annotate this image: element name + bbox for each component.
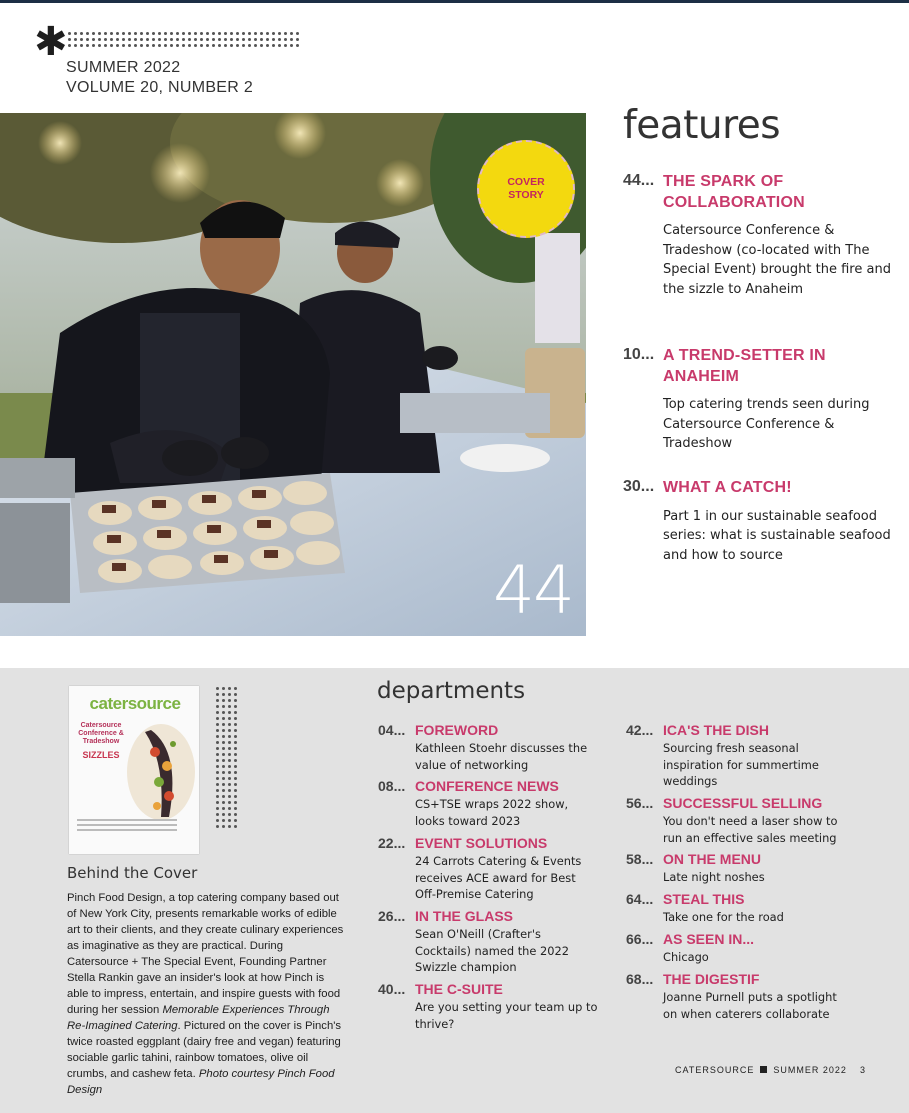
dot	[216, 765, 219, 768]
department-desc: Chicago	[663, 950, 709, 964]
dot	[222, 765, 225, 768]
top-rule	[0, 0, 909, 3]
dot	[80, 32, 83, 35]
dot	[218, 38, 221, 41]
dot	[68, 32, 71, 35]
dot	[234, 777, 237, 780]
photo-page-number: 44	[493, 552, 573, 629]
dot	[234, 819, 237, 822]
department-desc: Are you setting your team up to thrive?	[415, 1000, 598, 1031]
dot	[152, 32, 155, 35]
dot	[188, 32, 191, 35]
dot	[236, 32, 239, 35]
department-desc: Sean O'Neill (Crafter's Cocktails) named the 2022 Swizzle champion	[415, 927, 570, 975]
department-item[interactable]	[626, 971, 846, 1022]
feature-page: 10...	[623, 346, 655, 363]
dot	[222, 795, 225, 798]
dot	[216, 801, 219, 804]
dot	[98, 44, 101, 47]
dot	[128, 44, 131, 47]
dot	[228, 705, 231, 708]
department-item[interactable]	[378, 981, 598, 1032]
dot	[234, 789, 237, 792]
dot	[216, 819, 219, 822]
dot	[222, 753, 225, 756]
dot	[224, 44, 227, 47]
dot	[224, 32, 227, 35]
dot	[158, 32, 161, 35]
dot	[234, 753, 237, 756]
dot	[228, 729, 231, 732]
dot	[134, 32, 137, 35]
dot	[234, 759, 237, 762]
dot	[216, 807, 219, 810]
department-title[interactable]: FOREWORD	[415, 722, 499, 738]
dot	[152, 38, 155, 41]
dot	[222, 741, 225, 744]
dot	[200, 38, 203, 41]
dot	[228, 747, 231, 750]
feature-item[interactable]	[623, 172, 893, 300]
magazine-subtitle: Catersource Conference & Tradeshow	[78, 722, 124, 745]
dot	[216, 705, 219, 708]
dot	[216, 759, 219, 762]
feature-title[interactable]: A TREND-SETTER IN ANAHEIM	[663, 347, 826, 385]
dot	[266, 32, 269, 35]
dot	[228, 795, 231, 798]
dot	[110, 32, 113, 35]
department-title[interactable]: THE C-SUITE	[415, 981, 503, 997]
dot	[164, 44, 167, 47]
dot	[222, 771, 225, 774]
dot	[216, 699, 219, 702]
dot	[234, 801, 237, 804]
dot	[122, 32, 125, 35]
dot	[234, 825, 237, 828]
dot	[216, 753, 219, 756]
dot	[158, 38, 161, 41]
dot	[216, 687, 219, 690]
dot	[104, 32, 107, 35]
dot	[104, 38, 107, 41]
dot	[272, 44, 275, 47]
dot	[68, 38, 71, 41]
dot	[228, 765, 231, 768]
department-title[interactable]: ON THE MENU	[663, 851, 761, 867]
department-item[interactable]	[378, 908, 598, 976]
dot	[116, 32, 119, 35]
dot	[228, 753, 231, 756]
dot	[146, 32, 149, 35]
department-title[interactable]: IN THE GLASS	[415, 908, 514, 924]
dot	[254, 38, 257, 41]
dot	[228, 801, 231, 804]
dot	[222, 777, 225, 780]
dot	[206, 32, 209, 35]
dot	[230, 44, 233, 47]
dot	[278, 38, 281, 41]
asterisk-icon: ✱	[34, 19, 68, 65]
session-title: Memorable Experiences Through Re-Imagined Catering	[67, 1004, 330, 1032]
dot	[234, 771, 237, 774]
dot	[230, 38, 233, 41]
dot	[290, 38, 293, 41]
dot	[234, 795, 237, 798]
dot	[92, 32, 95, 35]
department-page: 22...	[378, 835, 406, 851]
dot	[216, 723, 219, 726]
dot	[248, 38, 251, 41]
issue-season: SUMMER 2022	[66, 59, 181, 76]
feature-title[interactable]: WHAT A CATCH!	[663, 479, 792, 496]
page-number: 3	[860, 1065, 866, 1075]
dot	[206, 38, 209, 41]
department-page: 58...	[626, 851, 654, 867]
dot	[218, 32, 221, 35]
dot	[128, 32, 131, 35]
dot	[140, 44, 143, 47]
department-desc: 24 Carrots Catering & Events receives ACE award for Best Off-Premise Catering	[415, 854, 582, 902]
magazine-cover-thumbnail[interactable]	[69, 686, 199, 854]
dot	[228, 735, 231, 738]
dot	[222, 699, 225, 702]
dot	[68, 44, 71, 47]
department-page: 64...	[626, 891, 654, 907]
dot	[234, 747, 237, 750]
department-desc: Sourcing fresh seasonal inspiration for summertime weddings	[663, 741, 819, 789]
department-desc: CS+TSE wraps 2022 show, looks toward 2023	[415, 797, 569, 828]
dot	[234, 735, 237, 738]
dot	[216, 741, 219, 744]
dot	[228, 771, 231, 774]
dot	[222, 807, 225, 810]
dot	[272, 38, 275, 41]
feature-item[interactable]	[623, 478, 893, 566]
dot	[228, 807, 231, 810]
dot	[170, 32, 173, 35]
dot	[104, 44, 107, 47]
dot	[284, 32, 287, 35]
dot	[182, 32, 185, 35]
page-footer	[675, 1065, 847, 1075]
dot	[228, 825, 231, 828]
dot	[146, 44, 149, 47]
dot	[234, 687, 237, 690]
issue-volume: VOLUME 20, NUMBER 2	[66, 79, 254, 96]
features-heading: features	[623, 103, 781, 148]
dot	[242, 44, 245, 47]
dot	[222, 693, 225, 696]
dot	[216, 777, 219, 780]
dot	[228, 813, 231, 816]
dot	[222, 711, 225, 714]
dot	[234, 705, 237, 708]
dot	[228, 789, 231, 792]
department-page: 68...	[626, 971, 654, 987]
dot	[206, 44, 209, 47]
dot	[248, 32, 251, 35]
dot	[260, 38, 263, 41]
department-page: 66...	[626, 931, 654, 947]
dot	[176, 44, 179, 47]
department-item[interactable]	[626, 795, 846, 846]
dot-pattern-vertical	[216, 687, 237, 828]
dot	[266, 38, 269, 41]
department-desc: Take one for the road	[663, 910, 784, 924]
dot	[234, 807, 237, 810]
dot	[242, 32, 245, 35]
departments-heading: departments	[377, 678, 526, 704]
dot	[74, 44, 77, 47]
dot	[216, 813, 219, 816]
dot	[182, 38, 185, 41]
dot	[194, 38, 197, 41]
dot	[296, 44, 299, 47]
dot	[212, 32, 215, 35]
dot	[222, 825, 225, 828]
dot	[234, 693, 237, 696]
dot	[74, 32, 77, 35]
dot	[80, 38, 83, 41]
dot	[228, 693, 231, 696]
dot	[278, 44, 281, 47]
dot	[116, 38, 119, 41]
dot	[92, 44, 95, 47]
dot	[170, 38, 173, 41]
cover-story-badge	[477, 140, 575, 238]
dot	[228, 783, 231, 786]
department-item[interactable]	[378, 722, 598, 773]
department-desc: You don't need a laser show to run an effective sales meeting	[663, 814, 838, 845]
dot	[222, 759, 225, 762]
magazine-dish-image	[121, 722, 197, 822]
feature-item[interactable]	[623, 346, 893, 454]
cover-story-label: COVER STORY	[507, 176, 545, 201]
dot	[216, 795, 219, 798]
dot	[248, 44, 251, 47]
department-item[interactable]	[626, 722, 846, 790]
dot	[216, 711, 219, 714]
dot	[222, 687, 225, 690]
dot	[254, 44, 257, 47]
dot	[164, 32, 167, 35]
dot	[296, 32, 299, 35]
dot	[188, 38, 191, 41]
dot	[216, 747, 219, 750]
footer-square-icon	[760, 1066, 767, 1073]
dot	[222, 813, 225, 816]
magazine-headline: SIZZLES	[82, 750, 120, 760]
dot	[216, 717, 219, 720]
department-item[interactable]	[626, 891, 846, 926]
dot	[194, 32, 197, 35]
dot	[200, 32, 203, 35]
dot	[86, 44, 89, 47]
dot	[234, 783, 237, 786]
dot	[74, 38, 77, 41]
dot	[182, 44, 185, 47]
dot	[236, 44, 239, 47]
dot	[272, 32, 275, 35]
dot	[260, 32, 263, 35]
dot	[228, 687, 231, 690]
dot	[216, 735, 219, 738]
dot	[234, 723, 237, 726]
department-title[interactable]: CONFERENCE NEWS	[415, 778, 559, 794]
department-item[interactable]	[378, 778, 598, 829]
dot	[98, 38, 101, 41]
dot	[234, 717, 237, 720]
behind-cover-text: Pinch Food Design, a top catering company based out of New York City, presents remarkable works of edible art to their clients, and they create culinary experiences as imaginative as they are practical. During Catersource + The Special Event, Founding Partner Stella Rankin gave an insider's look at how Pinch is able to impress, entertain, and inspire guests with food during her session Memorable Experiences Through Re-Imagined Catering. Pictured on the cover is Pinch's twice roasted eggplant (dairy free and vegan) featuring sociable garlic tahini, rainbow tomatoes, olive oil crumbs, and cashew feta. Photo courtesy Pinch Food Design	[67, 892, 344, 1096]
dot	[194, 44, 197, 47]
dot	[290, 32, 293, 35]
dot	[110, 38, 113, 41]
dot	[222, 735, 225, 738]
dot	[222, 783, 225, 786]
dot	[216, 771, 219, 774]
dot	[92, 38, 95, 41]
department-title[interactable]: EVENT SOLUTIONS	[415, 835, 548, 851]
feature-page: 44...	[623, 172, 655, 189]
dot	[278, 32, 281, 35]
department-item[interactable]	[626, 931, 846, 966]
feature-desc: Catersource Conference & Tradeshow (co-located with The Special Event) brought the fire and the sizzle to Anaheim	[663, 223, 891, 298]
dot	[228, 759, 231, 762]
dot	[218, 44, 221, 47]
feature-page: 30...	[623, 478, 655, 495]
dot	[234, 765, 237, 768]
dot	[80, 44, 83, 47]
dot	[216, 825, 219, 828]
dot	[284, 38, 287, 41]
department-page: 04...	[378, 722, 406, 738]
dot	[216, 789, 219, 792]
dot	[222, 789, 225, 792]
dot	[110, 44, 113, 47]
dot	[216, 693, 219, 696]
dot	[266, 44, 269, 47]
dot	[212, 44, 215, 47]
dot	[212, 38, 215, 41]
dot	[254, 32, 257, 35]
dot	[86, 38, 89, 41]
dot	[290, 44, 293, 47]
photo-credit: Photo courtesy Pinch Food Design	[67, 1068, 335, 1096]
department-desc: Kathleen Stoehr discusses the value of networking	[415, 741, 588, 772]
dot	[116, 44, 119, 47]
dot	[222, 747, 225, 750]
behind-cover-heading: Behind the Cover	[67, 864, 198, 882]
dot	[122, 44, 125, 47]
dot	[140, 38, 143, 41]
dot	[176, 38, 179, 41]
dot	[234, 813, 237, 816]
dot	[242, 38, 245, 41]
dot	[216, 729, 219, 732]
dot	[234, 729, 237, 732]
footer-brand: CATERSOURCE	[675, 1065, 755, 1075]
dot	[86, 32, 89, 35]
dot	[224, 38, 227, 41]
department-item[interactable]	[626, 851, 846, 886]
department-title[interactable]: ICA'S THE DISH	[663, 722, 770, 738]
department-item[interactable]	[378, 835, 598, 903]
dot	[222, 705, 225, 708]
dot	[296, 38, 299, 41]
dot	[170, 44, 173, 47]
department-title[interactable]: SUCCESSFUL SELLING	[663, 795, 823, 811]
dot	[228, 711, 231, 714]
dot	[164, 38, 167, 41]
dot	[222, 819, 225, 822]
feature-title[interactable]: THE SPARK OF COLLABORATION	[663, 173, 805, 211]
dot	[158, 44, 161, 47]
department-desc: Joanne Purnell puts a spotlight on when caterers collaborate	[663, 990, 837, 1021]
department-page: 08...	[378, 778, 406, 794]
department-page: 56...	[626, 795, 654, 811]
dot	[128, 38, 131, 41]
dot	[222, 801, 225, 804]
dot	[188, 44, 191, 47]
dot	[98, 32, 101, 35]
department-title[interactable]: STEAL THIS	[663, 891, 745, 907]
dot	[146, 38, 149, 41]
dot	[228, 741, 231, 744]
magazine-footer-lines	[77, 819, 177, 843]
dot	[260, 44, 263, 47]
dot	[284, 44, 287, 47]
dot	[222, 717, 225, 720]
dot	[222, 729, 225, 732]
dot	[234, 699, 237, 702]
dot	[176, 32, 179, 35]
department-page: 42...	[626, 722, 654, 738]
dot	[236, 38, 239, 41]
footer-season: SUMMER 2022	[773, 1065, 847, 1075]
feature-desc: Part 1 in our sustainable seafood series: what is sustainable seafood and how to source	[663, 508, 891, 563]
dot	[122, 38, 125, 41]
department-desc: Late night noshes	[663, 870, 765, 884]
department-page: 26...	[378, 908, 406, 924]
feature-desc: Top catering trends seen during Catersource Conference & Tradeshow	[663, 397, 870, 452]
dot	[234, 711, 237, 714]
issue-info	[66, 58, 253, 98]
dot	[152, 44, 155, 47]
dot	[234, 741, 237, 744]
dot	[216, 783, 219, 786]
dot	[228, 819, 231, 822]
dot	[228, 717, 231, 720]
department-title[interactable]: AS SEEN IN...	[663, 931, 755, 947]
dot	[200, 44, 203, 47]
department-page: 40...	[378, 981, 406, 997]
dot	[134, 44, 137, 47]
magazine-logo: catersource	[89, 694, 181, 713]
dot	[228, 777, 231, 780]
dot	[140, 32, 143, 35]
dot	[230, 32, 233, 35]
dot	[222, 723, 225, 726]
department-title[interactable]: THE DIGESTIF	[663, 971, 760, 987]
dot-pattern	[68, 32, 299, 47]
dot	[228, 699, 231, 702]
dot	[134, 38, 137, 41]
dot	[228, 723, 231, 726]
